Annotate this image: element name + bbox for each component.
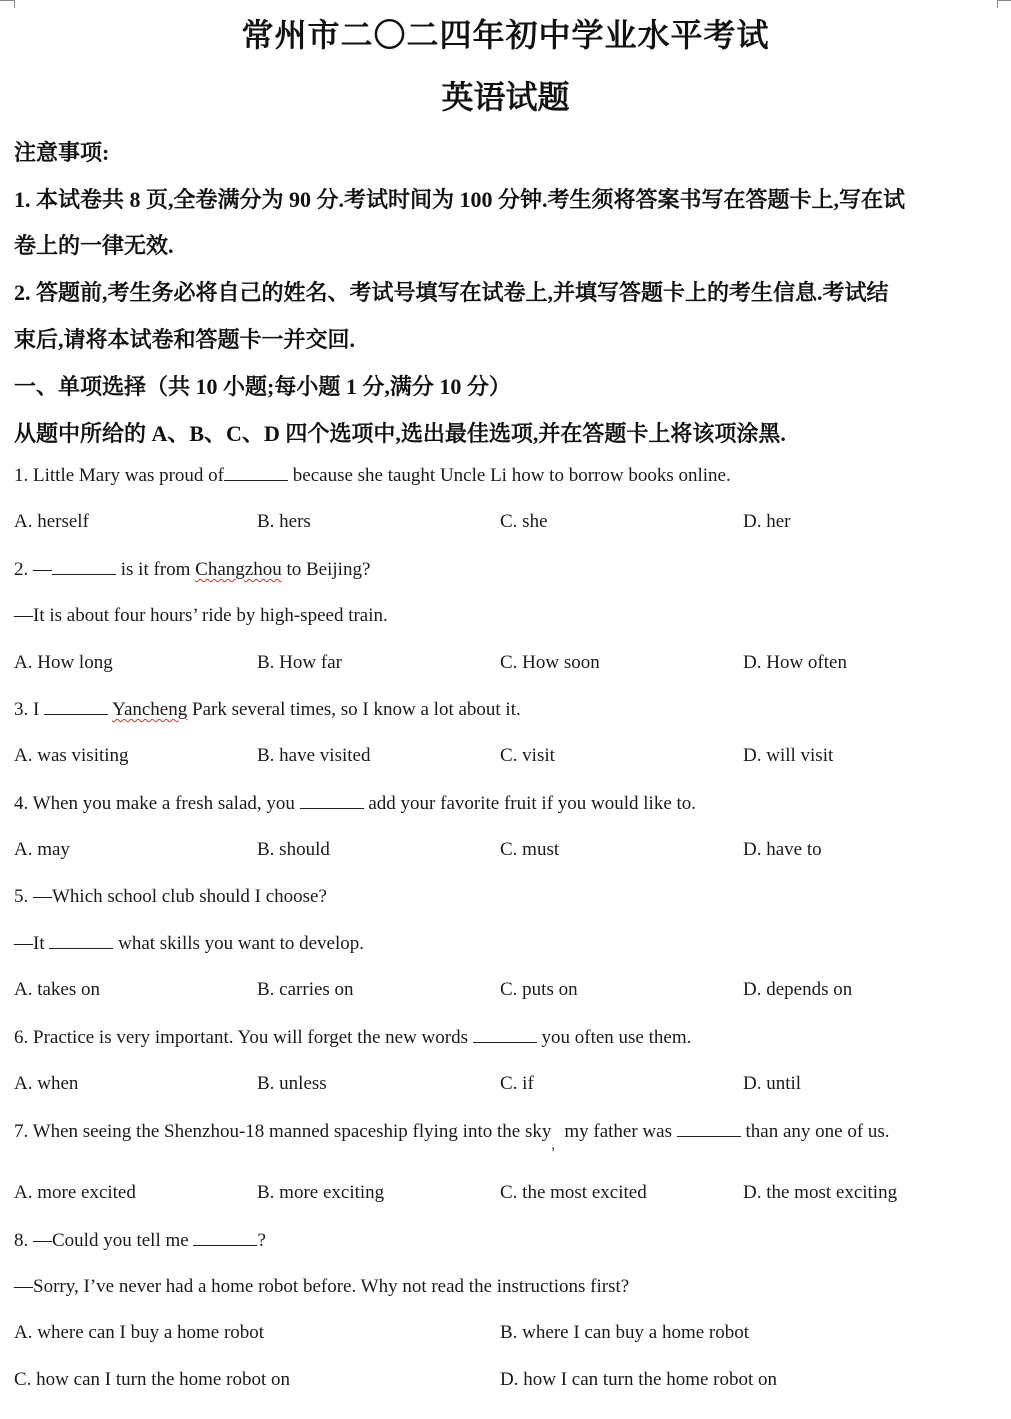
- option-d: D. her: [743, 511, 791, 532]
- question-6: [14, 1026, 691, 1049]
- question-7: [14, 1120, 890, 1153]
- question-text: to Beijing?: [281, 559, 371, 580]
- question-1: [14, 464, 731, 487]
- question-text: add your favorite fruit if you would like to.: [363, 793, 697, 814]
- corner-mark: [14, 0, 15, 8]
- question-text: ,: [551, 1138, 555, 1153]
- question-text: 3. I: [14, 699, 45, 720]
- question-text: my father was: [554, 1121, 677, 1142]
- dialogue-reply: —It is about four hours’ ride by high-speed train.: [14, 605, 388, 626]
- answer-blank: [677, 1120, 741, 1137]
- option-b: B. should: [257, 839, 330, 860]
- question-text: 4. When you make a fresh salad, you: [14, 793, 300, 814]
- option-c: C. must: [500, 839, 560, 860]
- section-instruction: 从题中所给的 A、B、C、D 四个选项中,选出最佳选项,并在答题卡上将该项涂黑.: [14, 421, 786, 446]
- question-text: 6. Practice is very important. You will forget the new words: [14, 1027, 473, 1048]
- question-2: [14, 558, 370, 581]
- question-text: you often use them.: [536, 1027, 692, 1048]
- question-8: [14, 1229, 266, 1252]
- option-b: B. carries on: [257, 979, 354, 1000]
- option-a: A. may: [14, 839, 70, 860]
- option-b: B. where I can buy a home robot: [500, 1322, 750, 1343]
- spellcheck-word: Changzhou: [195, 559, 282, 580]
- question-text: 1. Little Mary was proud of: [14, 465, 225, 486]
- option-c: C. how can I turn the home robot on: [14, 1369, 290, 1390]
- answer-blank: [49, 932, 113, 949]
- option-c: C. How soon: [500, 652, 600, 673]
- option-c: C. visit: [500, 745, 555, 766]
- question-4: [14, 792, 696, 815]
- question-text: Park several times, so I know a lot about it.: [187, 699, 521, 720]
- answer-blank: [300, 792, 364, 809]
- option-a: A. more excited: [14, 1182, 136, 1203]
- dialogue-reply: [14, 932, 364, 955]
- question-3: [14, 698, 521, 721]
- option-d: D. have to: [743, 839, 822, 860]
- question-text: what skills you want to develop.: [113, 933, 365, 954]
- answer-blank: [224, 464, 288, 481]
- option-c: C. the most excited: [500, 1182, 647, 1203]
- question-text: 2. —: [14, 559, 52, 580]
- answer-blank: [193, 1229, 257, 1246]
- question-text: because she taught Uncle Li how to borrow books online.: [288, 465, 731, 486]
- question-5: 5. —Which school club should I choose?: [14, 886, 327, 907]
- option-b: B. unless: [257, 1073, 327, 1094]
- option-a: A. takes on: [14, 979, 101, 1000]
- notes-heading: 注意事项:: [14, 140, 110, 165]
- option-c: C. she: [500, 511, 548, 532]
- option-c: C. if: [500, 1073, 534, 1094]
- option-a: A. where can I buy a home robot: [14, 1322, 265, 1343]
- note-item-2: 2. 答题前,考生务必将自己的姓名、考试号填写在试卷上,并填写答题卡上的考生信息.考试结: [14, 280, 889, 305]
- exam-subtitle: 英语试题: [441, 79, 570, 115]
- option-d: D. until: [743, 1073, 802, 1094]
- question-text: —It: [14, 933, 50, 954]
- corner-mark: [997, 0, 998, 8]
- option-d: D. How often: [743, 652, 847, 673]
- note-item-1: 1. 本试卷共 8 页,全卷满分为 90 分.考试时间为 100 分钟.考生须将答案书写在答题卡上,写在试: [14, 187, 906, 212]
- corner-mark: [0, 0, 14, 1]
- option-d: D. how I can turn the home robot on: [500, 1369, 778, 1390]
- question-text: is it from: [116, 559, 196, 580]
- answer-blank: [44, 698, 108, 715]
- spellcheck-word: Yancheng: [112, 699, 188, 720]
- corner-mark: [997, 0, 1011, 1]
- option-a: A. herself: [14, 511, 89, 532]
- option-a: A. was visiting: [14, 745, 129, 766]
- note-item-2-cont: 束后,请将本试卷和答题卡一并交回.: [14, 327, 356, 352]
- option-d: D. the most exciting: [743, 1182, 898, 1203]
- question-text: 8. —Could you tell me: [14, 1230, 194, 1251]
- question-text: ?: [257, 1230, 266, 1251]
- question-text: than any one of us.: [740, 1121, 890, 1142]
- option-b: B. have visited: [257, 745, 371, 766]
- option-a: A. How long: [14, 652, 113, 673]
- option-b: B. How far: [257, 652, 342, 673]
- option-c: C. puts on: [500, 979, 578, 1000]
- option-b: B. hers: [257, 511, 311, 532]
- option-d: D. will visit: [743, 745, 834, 766]
- option-a: A. when: [14, 1073, 79, 1094]
- note-item-1-cont: 卷上的一律无效.: [14, 233, 174, 258]
- dialogue-reply: —Sorry, I’ve never had a home robot before. Why not read the instructions first?: [14, 1276, 630, 1297]
- answer-blank: [52, 558, 116, 575]
- option-b: B. more exciting: [257, 1182, 385, 1203]
- option-d: D. depends on: [743, 979, 853, 1000]
- question-text: 7. When seeing the Shenzhou-18 manned spaceship flying into the sky: [14, 1121, 552, 1142]
- exam-title: 常州市二〇二四年初中学业水平考试: [241, 17, 770, 53]
- section-heading: 一、单项选择（共 10 小题;每小题 1 分,满分 10 分）: [14, 374, 511, 399]
- answer-blank: [473, 1026, 537, 1043]
